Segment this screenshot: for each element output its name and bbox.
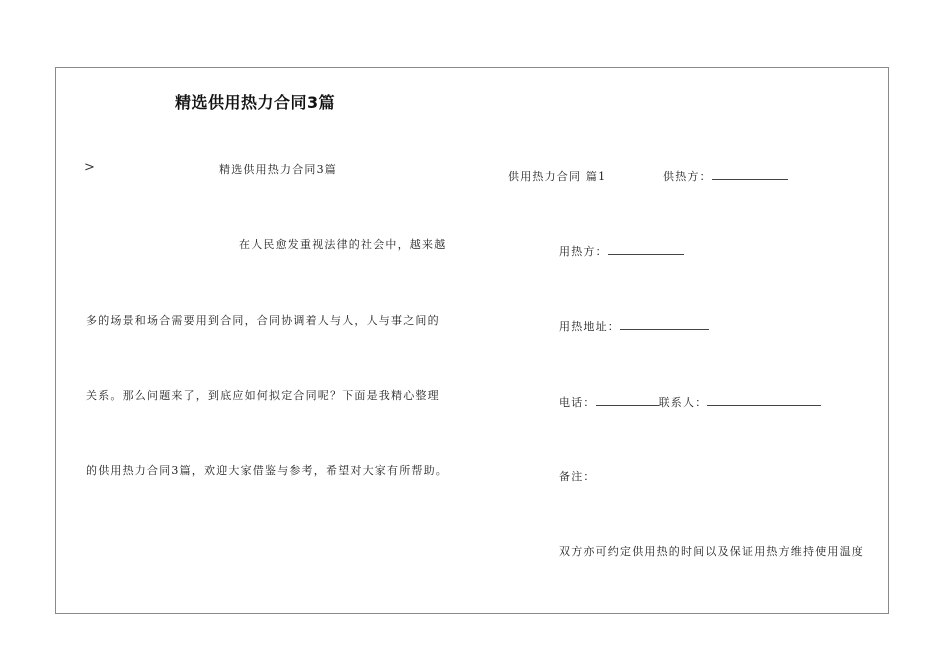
intro-line-4: 的供用热力合同3篇，欢迎大家借鉴与参考，希望对大家有所帮助。: [86, 464, 448, 477]
contact-field: [559, 394, 821, 410]
section-heading: 供用热力合同 篇1: [508, 170, 607, 183]
phone-blank: [596, 394, 659, 406]
address-field: [559, 318, 709, 334]
supplier-label: 供热方：: [663, 170, 712, 183]
contact-label: 联系人：: [658, 396, 708, 409]
intro-line-1: 在人民愈发重视法律的社会中，越来越: [239, 238, 447, 251]
body-line: 双方亦可约定供用热的时间以及保证用热方维持使用温度: [559, 545, 864, 558]
intro-line-3: 关系。那么问题来了，到底应如何拟定合同呢？下面是我精心整理: [86, 389, 440, 402]
page-frame: [55, 67, 889, 614]
toc-marker[interactable]: >: [84, 160, 95, 175]
user-label: 用热方：: [559, 245, 608, 258]
document-title: 精选供用热力合同3篇: [175, 93, 336, 112]
supplier-field: [663, 168, 788, 184]
remarks-label: 备注：: [559, 470, 596, 483]
address-label: 用热地址：: [559, 320, 620, 333]
supplier-blank: [712, 168, 788, 180]
user-blank: [608, 243, 684, 255]
intro-line-2: 多的场景和场合需要用到合同，合同协调着人与人，人与事之间的: [86, 314, 440, 327]
phone-label: 电话：: [559, 396, 596, 409]
subtitle: 精选供用热力合同3篇: [219, 163, 337, 176]
address-blank: [620, 318, 709, 330]
user-field: [559, 243, 684, 259]
contact-blank: [707, 394, 821, 406]
